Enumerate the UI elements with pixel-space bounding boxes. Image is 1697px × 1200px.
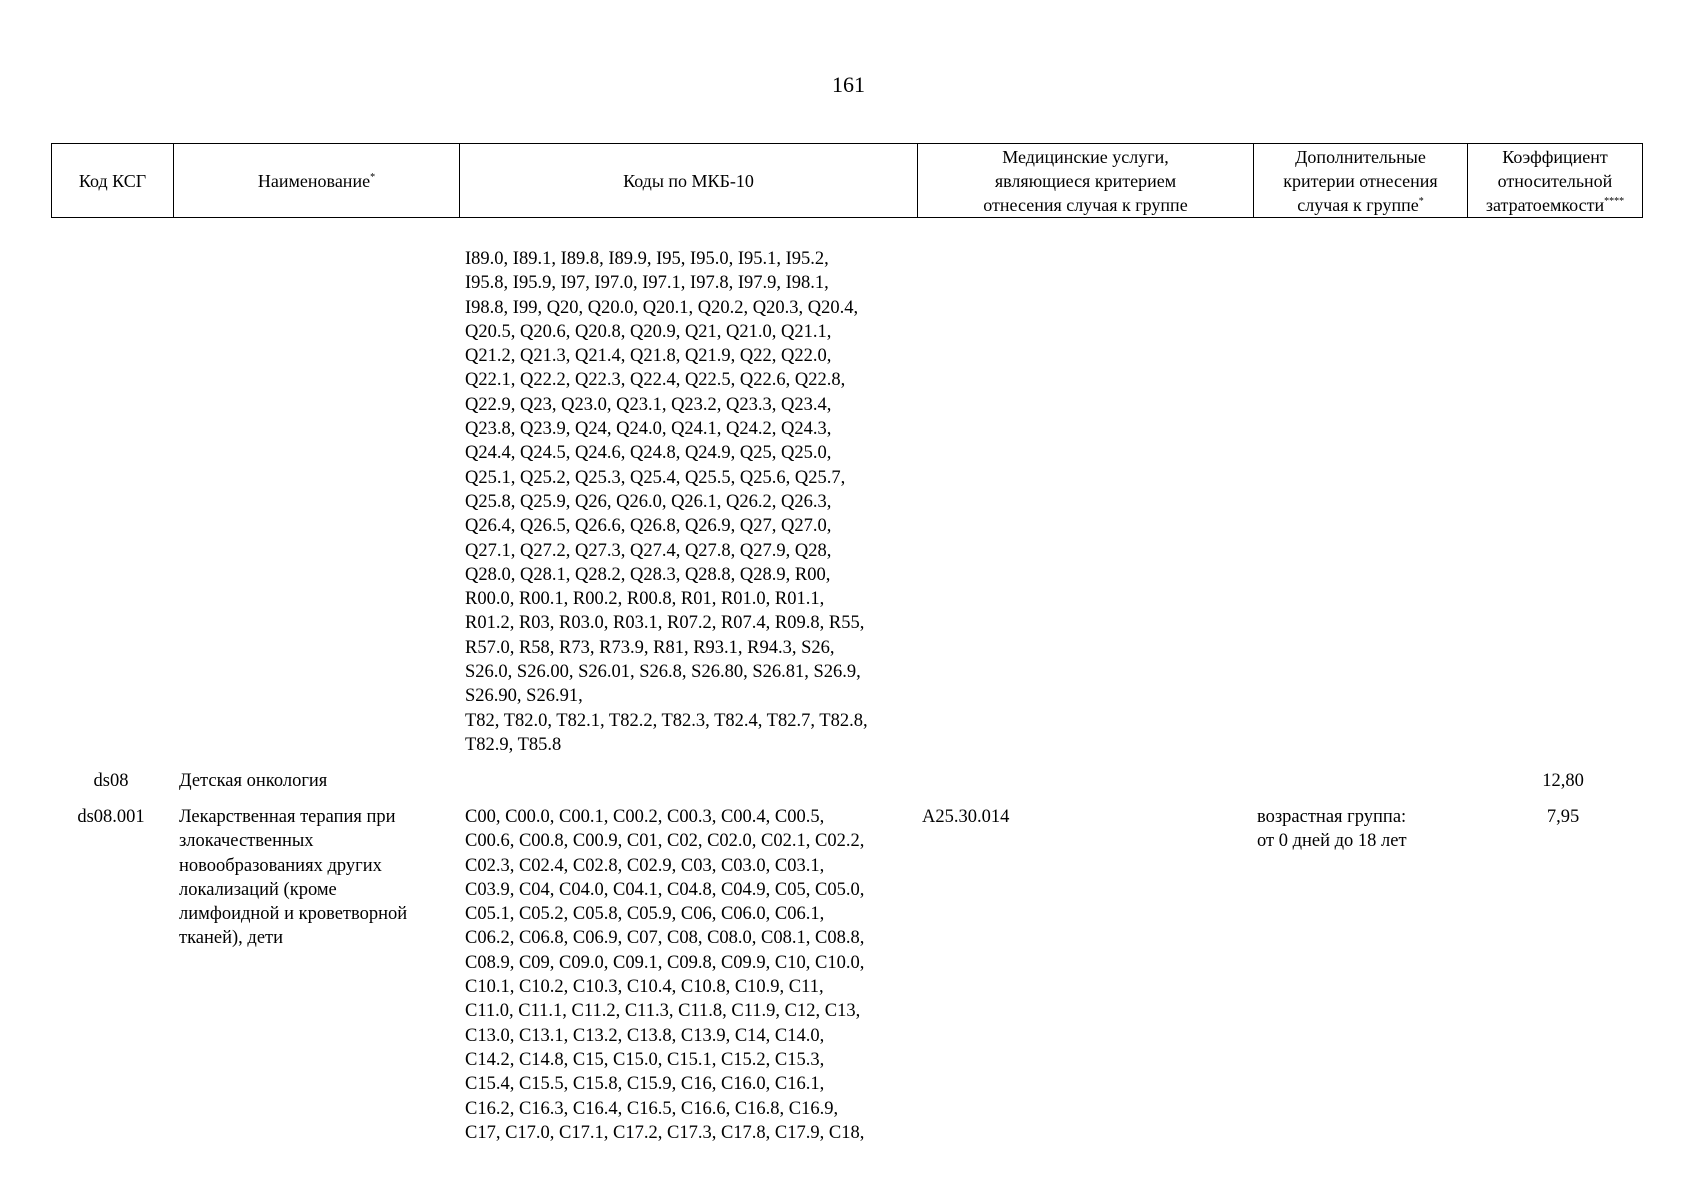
header-extra-criteria: Дополнительные критерии отнесения случая к группе*	[1254, 144, 1468, 218]
continued-mkb-codes: I89.0, I89.1, I89.8, I89.9, I95, I95.0, I95.1, I95.2, I95.8, I95.9, I97, I97.0, I97.1, I97.8, I97.9, I98.1, I98.8, I99, Q20, Q20.0, Q20.1, Q20.2, Q20.3, Q20.4, Q20.5, Q20.6, Q20.8, Q20.9, Q21, Q21.0, Q21.1, Q21.2, Q21.3, Q21.4, Q21.8, Q21.9, Q22, Q22.0, Q22.1, Q22.2, Q22.3, Q22.4, Q22.5, Q22.6, Q22.8, Q22.9, Q23, Q23.0, Q23.1, Q23.2, Q23.3, Q23.4, Q23.8, Q23.9, Q24, Q24.0, Q24.1, Q24.2, Q24.3, Q24.4, Q24.5, Q24.6, Q24.8, Q24.9, Q25, Q25.0, Q25.1, Q25.2, Q25.3, Q25.4, Q25.5, Q25.6, Q25.7, Q25.8, Q25.9, Q26, Q26.0, Q26.1, Q26.2, Q26.3, Q26.4, Q26.5, Q26.6, Q26.8, Q26.9, Q27, Q27.0, Q27.1, Q27.2, Q27.3, Q27.4, Q27.8, Q27.9, Q28, Q28.0, Q28.1, Q28.2, Q28.3, Q28.8, Q28.9, R00, R00.0, R00.1, R00.2, R00.8, R01, R01.0, R01.1, R01.2, R03, R03.0, R03.1, R07.2, R07.4, R09.8, R55, R57.0, R58, R73, R73.9, R81, R93.1, R94.3, S26, S26.0, S26.00, S26.01, S26.8, S26.80, S26.81, S26.9, S26.90, S26.91, T82, T82.0, T82.1, T82.2, T82.3, T82.4, T82.7, T82.8, T82.9, T85.8	[465, 249, 868, 755]
page-number: 161	[832, 72, 865, 97]
row-code: ds08.001	[77, 807, 145, 827]
row-name: Лекарственная терапия при злокачественных новообразованиях других локализаций (кроме лимфоидной и кроветворной тканей), дети	[179, 807, 408, 949]
row-mkb-codes: C00, C00.0, C00.1, C00.2, C00.3, C00.4, C00.5, C00.6, C00.8, C00.9, C01, C02, C02.0, C02.1, C02.2, C02.3, C02.4, C02.8, C02.9, C03, C03.0, C03.1, C03.9, C04, C04.0, C04.1, C04.8, C04.9, C05, C05.0, C05.1, C05.2, C05.8, C05.9, C06, C06.0, C06.1, C06.2, C06.8, C06.9, C07, C08, C08.0, C08.1, C08.8, C08.9, C09, C09.0, C09.1, C09.8, C09.9, C10, C10.0, C10.1, C10.2, C10.3, C10.4, C10.8, C10.9, C11, C11.0, C11.1, C11.2, C11.3, C11.8, C11.9, C12, C13, C13.0, C13.1, C13.2, C13.8, C13.9, C14, C14.0, C14.2, C14.8, C15, C15.0, C15.1, C15.2, C15.3, C15.4, C15.5, C15.8, C15.9, C16, C16.0, C16.1, C16.2, C16.3, C16.4, C16.5, C16.6, C16.8, C16.9, C17, C17.0, C17.1, C17.2, C17.3, C17.8, C17.9, C18,	[465, 807, 865, 1143]
row-coefficient: 12,80	[1542, 771, 1584, 791]
header-code: Код КСГ	[52, 144, 174, 218]
header-coefficient: Коэффициент относительной затратоемкости****	[1468, 144, 1643, 218]
header-name: Наименование*	[174, 144, 460, 218]
row-code: ds08	[93, 771, 129, 791]
row-coefficient: 7,95	[1546, 807, 1580, 827]
row-extra-criteria: возрастная группа: от 0 дней до 18 лет	[1257, 807, 1407, 852]
row-service: A25.30.014	[922, 807, 1010, 827]
row-name: Детская онкология	[179, 771, 328, 791]
header-services: Медицинские услуги, являющиеся критерием отнесения случая к группе	[918, 144, 1254, 218]
header-mkb: Коды по МКБ-10	[460, 144, 918, 218]
table-header	[51, 143, 1643, 218]
